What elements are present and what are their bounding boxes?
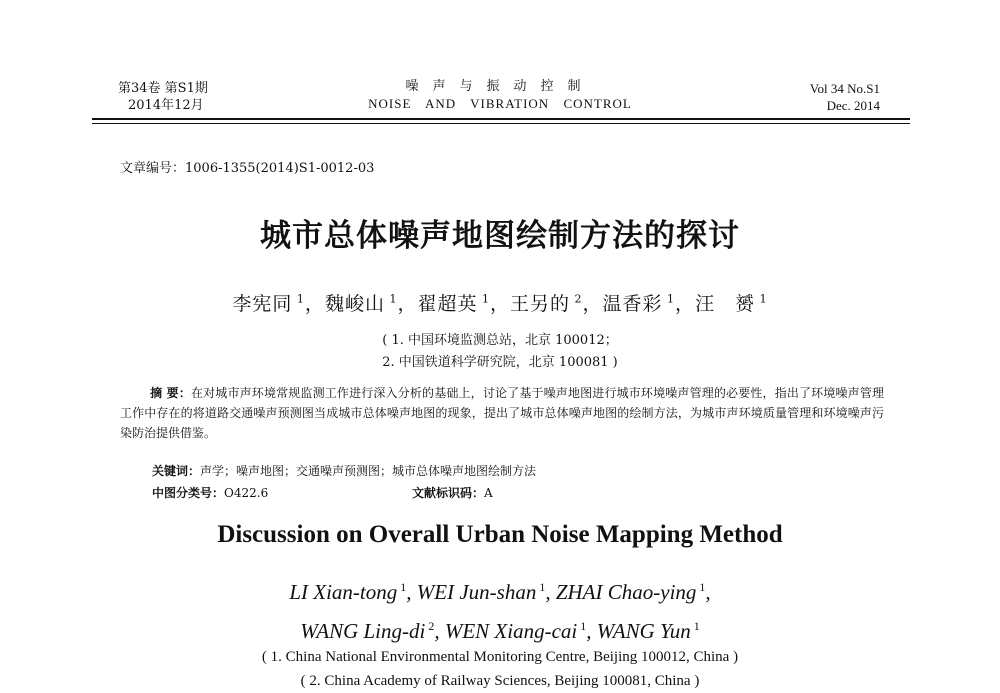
header-rule-thick <box>92 118 910 120</box>
en-author-name: WANG Yun <box>596 619 691 643</box>
doc-code-value: A <box>484 486 493 500</box>
en-author-affiliation-mark: 1 <box>690 619 700 633</box>
english-affiliation-1: ( 1. China National Environmental Monitoring Centre, Beijing 100012, China ) <box>261 649 739 665</box>
cn-author-name: 翟超英 <box>417 293 478 315</box>
en-author-affiliation-mark: 1 <box>397 580 407 594</box>
issue-volume: 第34卷 第S1期 <box>118 81 208 96</box>
cn-author-affiliation-mark: 2 <box>570 292 583 306</box>
abstract-label: 摘 要： <box>150 386 191 400</box>
english-affiliation-2: ( 2. China Academy of Railway Sciences, Beijing 100081, China ) <box>300 673 700 689</box>
article-number: 文章编号：1006-1355(2014)S1-0012-03 <box>120 161 375 176</box>
journal-volume-en <box>760 80 880 114</box>
clc-label: 中图分类号： <box>152 486 225 500</box>
clc-number <box>152 484 268 501</box>
en-author-name: LI Xian-tong <box>289 580 398 604</box>
cn-author-affiliation-mark: 1 <box>477 292 490 306</box>
header-rule-thin <box>92 123 910 124</box>
english-authors-line-2: WANG Ling-di $^2$, WEN Xiang-cai $^1$, WANG Yun $^1$ <box>300 619 700 643</box>
cn-author-affiliation-mark: 1 <box>384 292 398 306</box>
cn-author-name: 汪 赟 <box>695 293 756 315</box>
cn-author-affiliation-mark: 1 <box>292 292 305 306</box>
journal-issue <box>118 80 208 114</box>
en-author-affiliation-mark: 2 <box>425 619 435 633</box>
document-code <box>412 484 493 501</box>
chinese-title: 城市总体噪声地图绘制方法的探讨 <box>260 218 740 254</box>
en-author-name: WANG Ling-di <box>300 619 426 643</box>
cn-author-affiliation-mark: 1 <box>662 292 676 306</box>
cn-author-name: 魏峻山 <box>324 293 385 315</box>
cn-author-name: 温香彩 <box>602 293 663 315</box>
issue-date: 2014年12月 <box>128 98 204 113</box>
cn-author-name: 王另的 <box>510 293 571 315</box>
affiliation-2: 2. 中国铁道科学研究院，北京 100081 ) <box>382 355 618 370</box>
en-author-name: ZHAI Chao-ying <box>555 580 697 604</box>
volume-date: Dec. 2014 <box>826 98 880 113</box>
affiliation-1: ( 1. 中国环境监测总站，北京 100012； <box>382 333 618 348</box>
chinese-authors: 李宪同 $^1$，魏峻山 $^1$，翟超英 $^1$，王另的 $^2$，温香彩 $^1$，汪 赟 $^1$ <box>232 292 768 315</box>
english-title: Discussion on Overall Urban Noise Mapping Method <box>217 521 783 548</box>
keywords-text: 声学；噪声地图；交通噪声预测图；城市总体噪声地图绘制方法 <box>200 464 537 478</box>
abstract-text: 在对城市声环境常规监测工作进行深入分析的基础上，讨论了基于噪声地图进行城市环境噪声管理的必要性，指出了环境噪声管理工作中存在的将道路交通噪声预测图当成城市总体噪声地图的现象，提出了城市总体噪声地图的绘制方法，为城市声环境质量管理和环境噪声污染防治提供借鉴。 <box>120 386 884 440</box>
doc-code-label: 文献标识码： <box>412 486 485 500</box>
english-authors <box>0 570 1000 648</box>
volume-number: Vol 34 No.S1 <box>809 81 880 96</box>
english-authors-line-1: LI Xian-tong $^1$, WEI Jun-shan $^1$, ZHAI Chao-ying $^1$, <box>289 580 711 604</box>
en-author-affiliation-mark: 1 <box>536 580 546 594</box>
en-author-name: WEI Jun-shan <box>416 580 537 604</box>
english-affiliations <box>0 645 1000 693</box>
journal-name-en: NOISE AND VIBRATION CONTROL <box>368 96 632 111</box>
en-author-name: WEN Xiang-cai <box>444 619 578 643</box>
en-author-affiliation-mark: 1 <box>696 580 706 594</box>
keywords <box>152 462 536 479</box>
abstract <box>120 383 884 443</box>
cn-author-affiliation-mark: 1 <box>755 292 768 306</box>
journal-name-cn: 噪声与振动控制 <box>405 79 595 94</box>
journal-name <box>340 78 660 112</box>
cn-author-name: 李宪同 <box>232 293 293 315</box>
chinese-affiliations <box>0 330 1000 374</box>
clc-value: O422.6 <box>224 486 269 500</box>
en-author-affiliation-mark: 1 <box>577 619 587 633</box>
keywords-label: 关键词： <box>152 464 201 478</box>
